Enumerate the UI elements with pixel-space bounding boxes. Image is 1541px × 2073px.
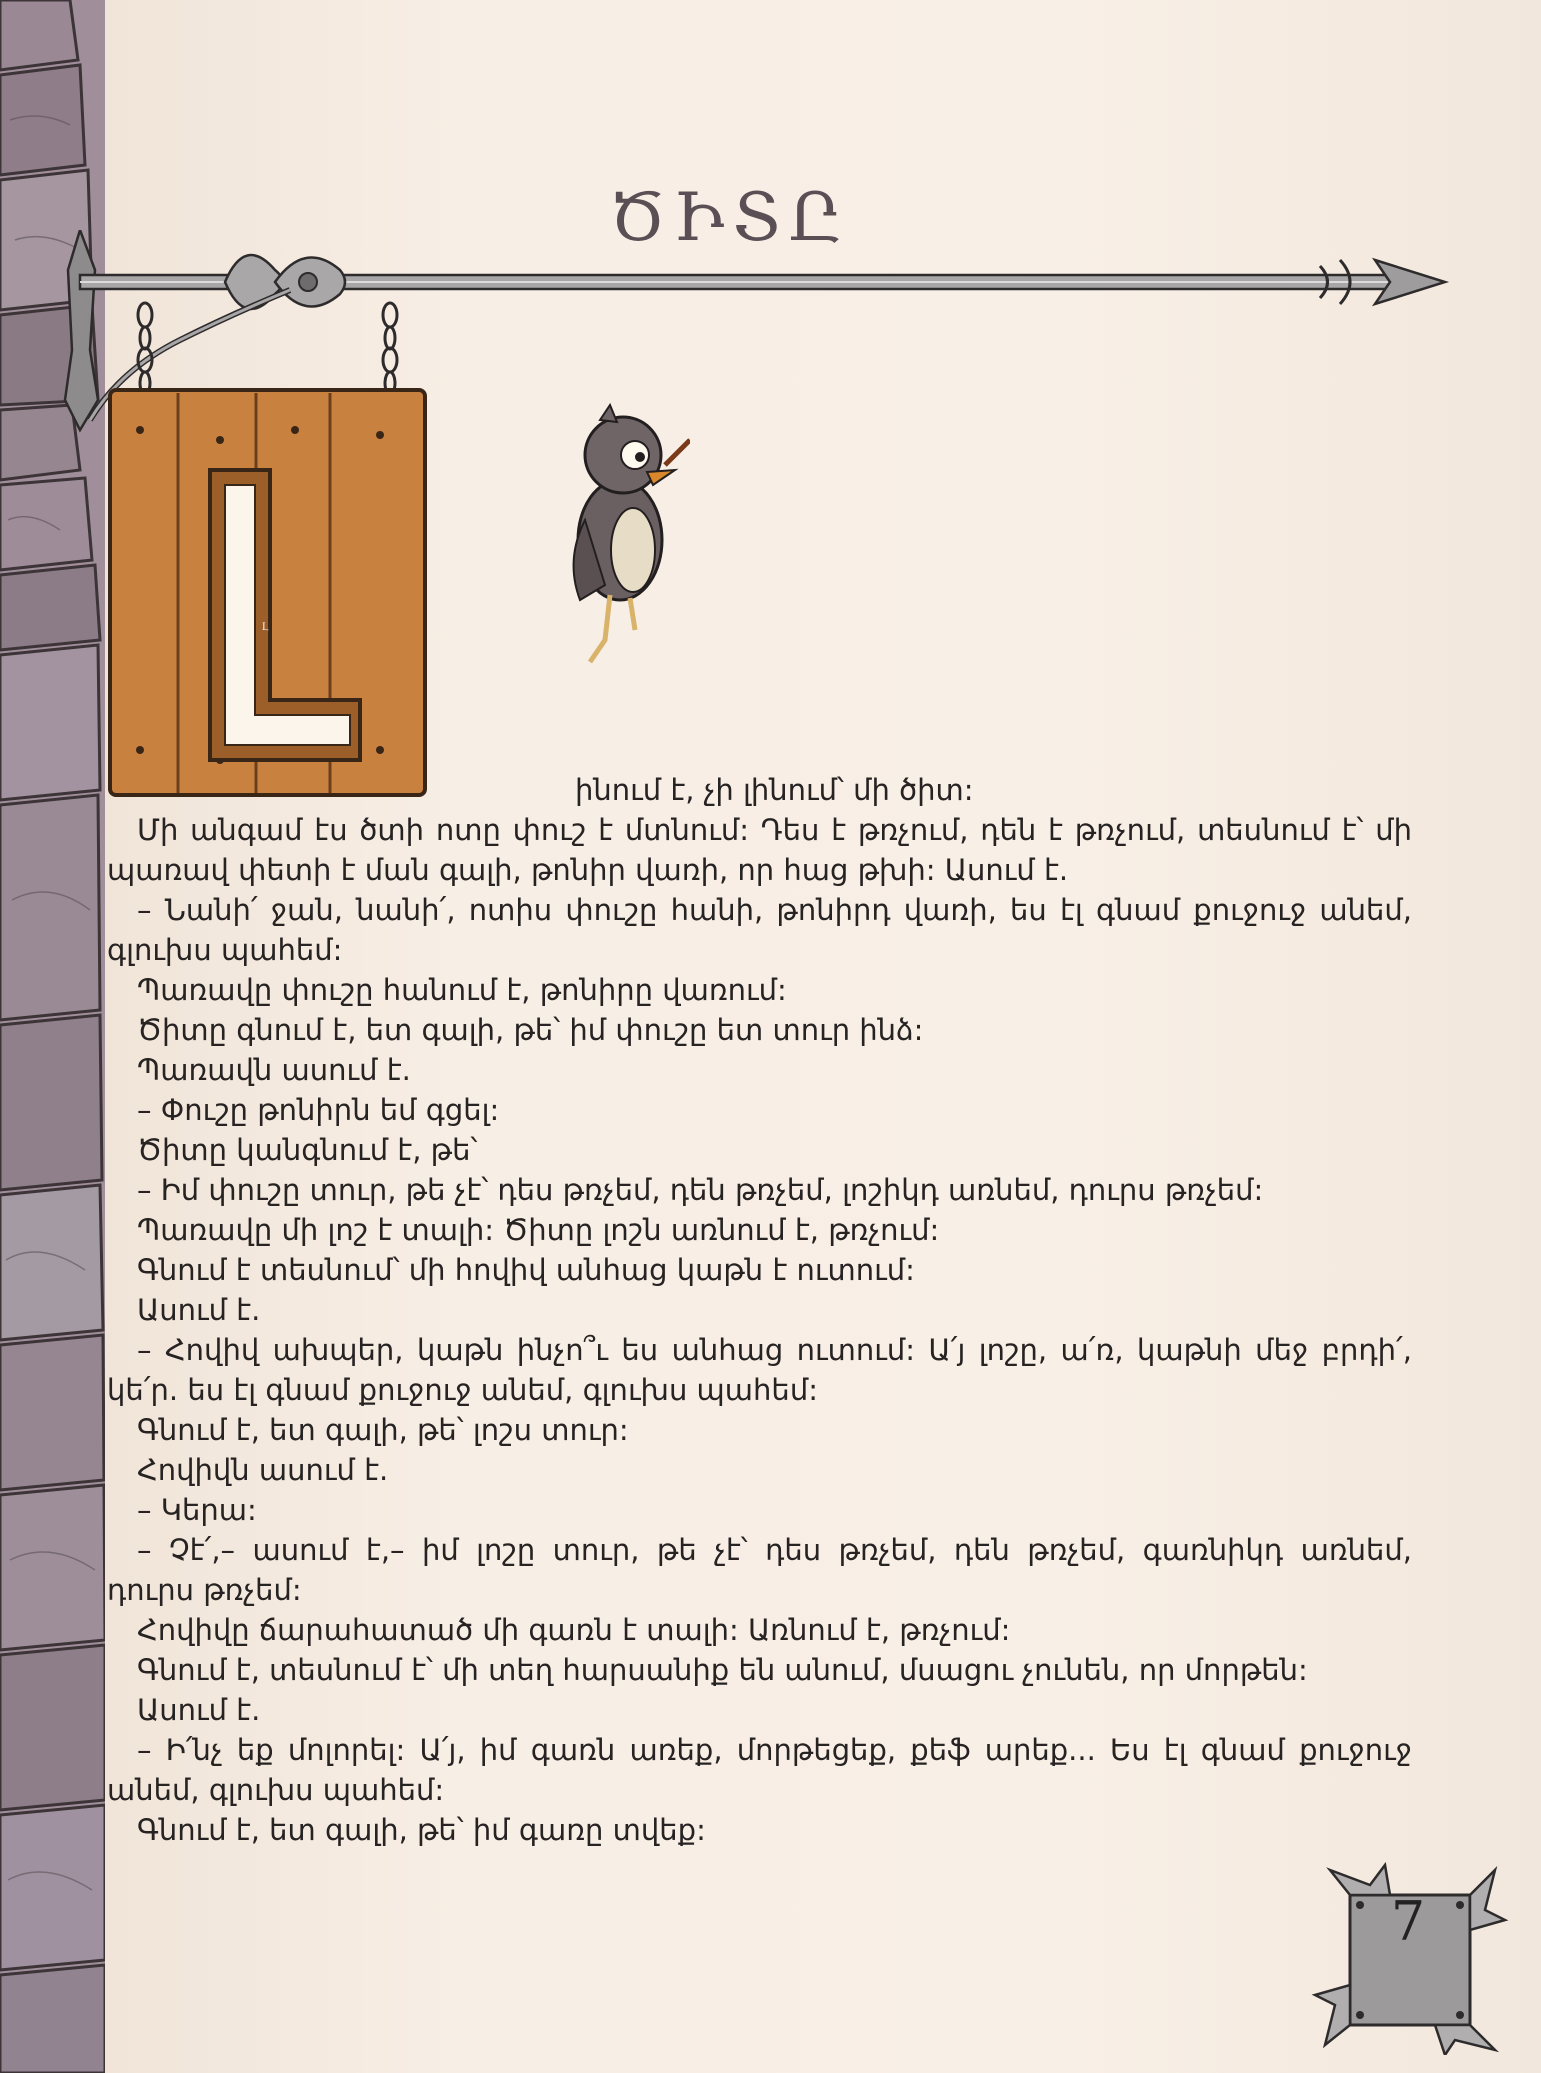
dropcap-letter: Լ [261, 622, 269, 633]
text-line: Հովիվը ճարահատած մի գառն է տալի: Առնում է, թռչում: [137, 1613, 1011, 1647]
page-number: 7 [1390, 1890, 1426, 1953]
text-line: Գնում է տեսնում՝ մի հովիվ անհաց կաթն է ուտում: [137, 1253, 915, 1287]
text-line: գլուխս պահեմ: [107, 933, 343, 967]
text-line: անեմ, գլուխս պահեմ: [107, 1773, 445, 1807]
text-line: – Նանի՛ ջան, նանի՛, ոտիս փուշը հանի, թոնիրդ վառի, ես էլ գնամ քուջուջ անեմ, [137, 893, 1412, 927]
hanging-sign-illustration [60, 230, 1450, 810]
text-line: Ասում է. [137, 1293, 261, 1327]
page-number-plate [1310, 1855, 1510, 2055]
text-line: Գնում է, ետ գալի, թե՝ լոշս տուր: [137, 1413, 629, 1447]
text-line: Պառավը փուշը հանում է, թոնիրը վառում: [137, 973, 787, 1007]
text-line: Գնում է, տեսնում է՝ մի տեղ հարսանիք են անում, մսացու չունեն, որ մորթեն: [137, 1653, 1308, 1687]
text-line: պառավ փետի է ման գալի, թոնիր վառի, որ հաց թխի: Ասում է. [107, 853, 1069, 887]
story-title: ԾԻՏԸ [609, 179, 851, 257]
text-line: Հովիվն ասում է. [137, 1453, 389, 1487]
text-line: Մի անգամ էս ծտի ոտը փուշ է մտնում: Դես է թռչում, դեն է թռչում, տեսնում է՝ մի [137, 813, 1412, 847]
text-line: – Կերա: [137, 1493, 257, 1527]
text-line: – Իմ փուշը տուր, թե չէ՝ դես թռչեմ, դեն թռչեմ, լոշիկդ առնեմ, դուրս թռչեմ: [137, 1173, 1264, 1207]
text-line: – Ի՛նչ եք մոլորել: Ա՛յ, իմ գառն առեք, մորթեցեք, քեֆ արեք... Ես էլ գնամ քուջուջ [137, 1733, 1412, 1767]
text-line: Գնում է, ետ գալի, թե՝ իմ գառը տվեք: [137, 1813, 706, 1847]
text-line: ինում է, չի լինում՝ մի ծիտ: [575, 773, 974, 807]
text-line: դուրս թռչեմ: [107, 1573, 302, 1607]
text-line: կե՛ր. ես էլ գնամ քուջուջ անեմ, գլուխս պահեմ: [107, 1373, 818, 1407]
text-line: Ասում է. [137, 1693, 261, 1727]
text-line: – Չէ՛,– ասում է,– իմ լոշը տուր, թե չէ՝ դես թռչեմ, դեն թռչեմ, գառնիկդ առնեմ, [137, 1533, 1412, 1567]
text-line: Ծիտը կանգնում է, թե՝ [137, 1133, 478, 1167]
bird-illustration [555, 400, 690, 665]
text-line: – Փուշը թոնիրն եմ գցել: [137, 1093, 500, 1127]
text-line: – Հովիվ ախպեր, կաթն ինչո՞ւ ես անհաց ուտում: Ա՛յ լոշը, ա՛ռ, կաթնի մեջ բրդի՛, [137, 1333, 1412, 1367]
text-line: Պառավն ասում է. [137, 1053, 411, 1087]
text-line: Պառավը մի լոշ է տալի: Ծիտը լոշն առնում է, թռչում: [137, 1213, 940, 1247]
text-line: Ծիտը գնում է, ետ գալի, թե՝ իմ փուշը ետ տուր ինձ: [137, 1013, 924, 1047]
